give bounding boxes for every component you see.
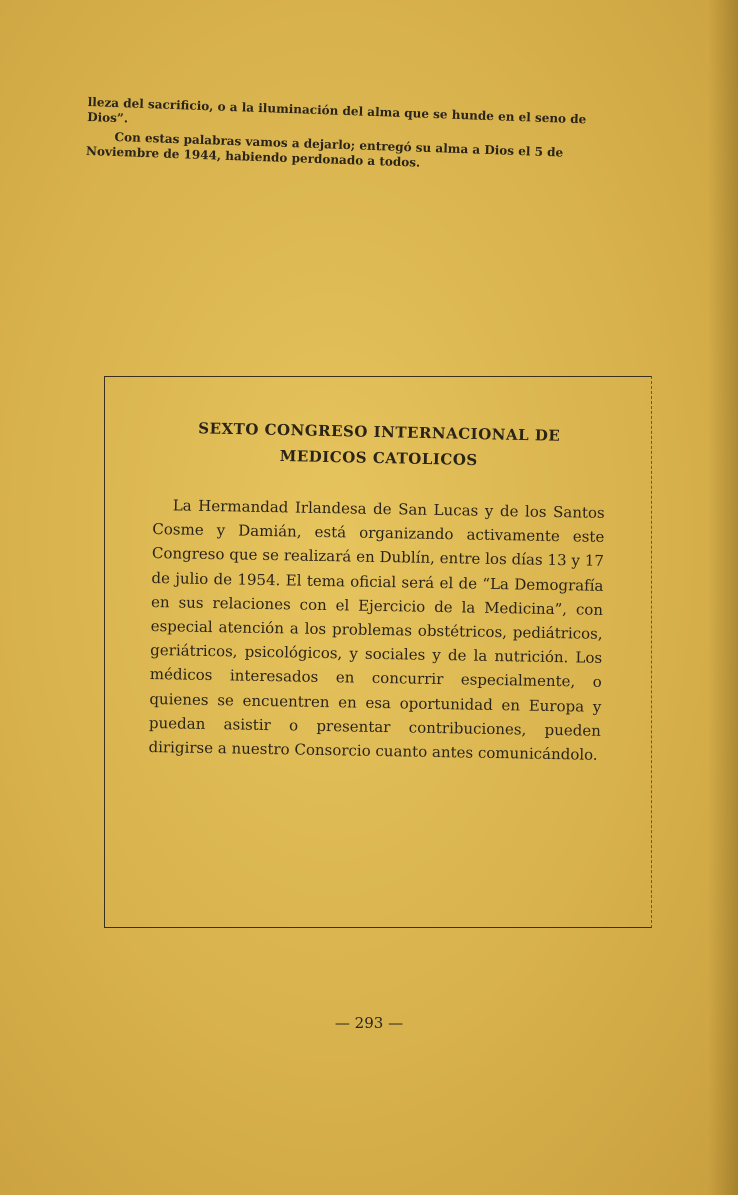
notice-body: La Hermandad Irlandesa de San Lucas y de los Santos Cosme y Damián, está organizando activamente este Congreso que se realizará en Dublín, entre los días 13 y 17 de julio de 1954. El tema oficial será el de “La Demografía en sus relaciones con el Ejercicio de la Medicina”, con especial atención a los problemas obstétricos, pediátricos, geriátricos, psicológicos, y sociales y de la nutrición. Los médicos interesados en concurrir especialmente, o quienes se encuentren en esa oportunidad en Europa y puedan asistir o presentar contribuciones, pueden dirigirse a nuestro Consorcio cuanto antes comunicándolo. [148,496,605,764]
intro-text [86,95,608,181]
notice-content [148,419,605,764]
intro-paragraph-2: Con estas palabras vamos a dejarlo; entregó su alma a Dios el 5 de Noviembre de 1944, habiendo perdonado a todos. [85,129,564,170]
page-number: — 293 — [334,1014,404,1032]
notice-title [153,414,606,475]
notice-title-line-2: MEDICOS CATOLICOS [279,446,478,470]
intro-paragraph-1: lleza del sacrificio, o a la iluminación del alma que se hunde en el seno de Dios”. [86,95,587,127]
page-edge-shadow [708,0,738,1195]
notice-title-line-1: SEXTO CONGRESO INTERNACIONAL DE [198,419,561,445]
notice-box [104,376,652,928]
